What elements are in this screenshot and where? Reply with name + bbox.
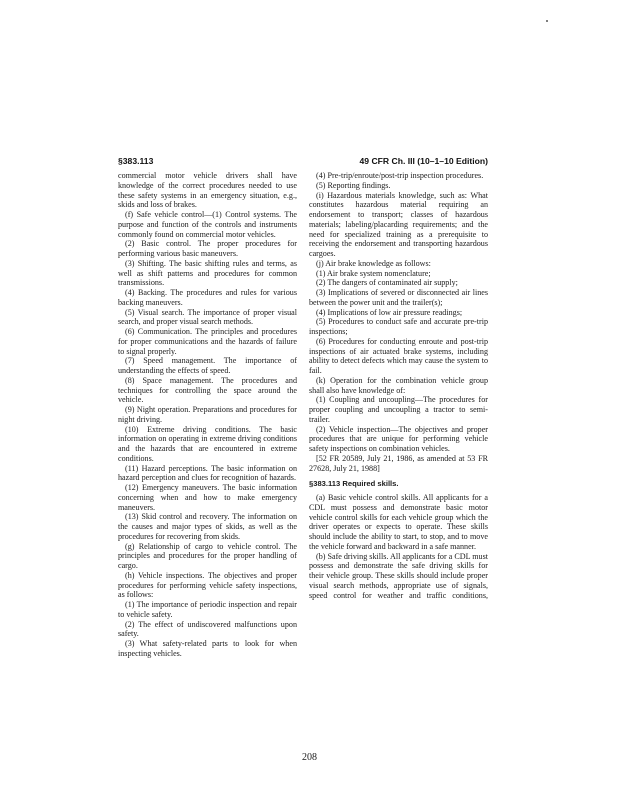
paragraph: (g) Relationship of cargo to vehicle control. The principles and procedures for the proper handling of cargo.: [118, 541, 297, 570]
scan-speck: [546, 20, 548, 22]
header-section-number: §383.113: [118, 156, 154, 166]
paragraph: (3) What safety-related parts to look for when inspecting vehicles.: [118, 639, 297, 658]
paragraph: (12) Emergency maneuvers. The basic information concerning when and how to make emergency maneuvers.: [118, 483, 297, 512]
paragraph: (1) Coupling and uncoupling—The procedures for proper coupling and uncoupling a tractor to semi-trailer.: [309, 395, 488, 424]
paragraph: (j) Air brake knowledge as follows:: [316, 258, 431, 268]
paragraph: (2) Vehicle inspection—The objectives and proper procedures that are unique for performing vehicle safety inspections on combination vehicles.: [309, 424, 488, 453]
paragraph: (2) The effect of undiscovered malfunctions upon safety.: [118, 619, 297, 639]
paragraph: (7) Speed management. The importance of understanding the effects of speed.: [118, 356, 297, 375]
paragraph: (10) Extreme driving conditions. The basic information on operating in extreme driving conditions and the hazards that are encountered in extreme conditions.: [118, 424, 297, 463]
paragraph: (h) Vehicle inspections. The objectives and proper procedures for performing vehicle safety inspections, as follows:: [118, 570, 297, 600]
paragraph: (3) Implications of severed or disconnected air lines between the power unit and the trailer(s);: [309, 288, 488, 307]
header-title: 49 CFR Ch. III (10–1–10 Edition): [359, 156, 488, 166]
paragraph: (11) Hazard perceptions. The basic information on hazard perception and clues for recognition of hazards.: [118, 463, 297, 483]
paragraph: (4) Backing. The procedures and rules for various backing maneuvers.: [118, 288, 297, 307]
paragraph: commercial motor vehicle drivers shall have knowledge of the correct procedures needed to use these safety systems in an emergency situation, e.g., skids and loss of brakes.: [118, 171, 297, 210]
paragraph: (a) Basic vehicle control skills. All applicants for a CDL must possess and demonstrate basic motor vehicle control skills for each vehicle group which the driver operates or expects to operate. These skills should include the ability to start, to stop, and to move the vehicle forward and backward in a safe manner.: [309, 493, 488, 551]
section-heading: §383.113 Required skills.: [309, 479, 399, 489]
left-column: [118, 171, 297, 659]
paragraph: (i) Hazardous materials knowledge, such as: What constitutes hazardous material requiring an endorsement to transport; classes of hazardous materials; labeling/placarding requirements; and the need for specialized training as a prerequisite to receiving the endorsement and transporting hazardous cargoes.: [309, 190, 488, 258]
paragraph: (6) Procedures for conducting enroute and post-trip inspections of air actuated brake systems, including ability to detect defects which may cause the system to fail.: [309, 336, 488, 375]
paragraph: (b) Safe driving skills. All applicants for a CDL must possess and demonstrate the safe driving skills for their vehicle group. These skills should include proper visual search methods, appropriate use of signals, speed control for weather and traffic conditions,: [309, 551, 488, 600]
source-note: [52 FR 20589, July 21, 1986, as amended at 53 FR 27628, July 21, 1988]: [309, 453, 488, 473]
paragraph: (2) The dangers of contaminated air supply;: [316, 278, 458, 288]
paragraph: (4) Pre-trip/enroute/post-trip inspection procedures.: [316, 171, 484, 180]
paragraph: (5) Procedures to conduct safe and accurate pre-trip inspections;: [309, 317, 488, 336]
paragraph: (8) Space management. The procedures and techniques for controlling the space around the vehicle.: [118, 375, 297, 405]
paragraph: (2) Basic control. The proper procedures for performing various basic maneuvers.: [118, 239, 297, 258]
paragraph: (f) Safe vehicle control—(1) Control systems. The purpose and function of the controls and instruments commonly found on commercial motor vehicles.: [118, 210, 297, 239]
paragraph: (5) Visual search. The importance of proper visual search, and proper visual search methods.: [118, 307, 297, 327]
paragraph: (1) The importance of periodic inspection and repair to vehicle safety.: [118, 600, 297, 619]
paragraph: (6) Communication. The principles and procedures for proper communications and the hazards of failure to signal properly.: [118, 327, 297, 356]
paragraph: (4) Implications of low air pressure readings;: [316, 307, 463, 317]
paragraph: (1) Air brake system nomenclature;: [316, 268, 431, 278]
paragraph: (9) Night operation. Preparations and procedures for night driving.: [118, 405, 297, 424]
right-column: [309, 171, 488, 600]
paragraph: (13) Skid control and recovery. The information on the causes and major types of skids, as well as the procedures for recovering from skids.: [118, 512, 297, 541]
paragraph: (k) Operation for the combination vehicle group shall also have knowledge of:: [309, 375, 488, 395]
page-number: 208: [302, 752, 317, 763]
paragraph: (5) Reporting findings.: [316, 180, 391, 190]
paragraph: (3) Shifting. The basic shifting rules and terms, as well as shift patterns and procedures for common transmissions.: [118, 258, 297, 288]
